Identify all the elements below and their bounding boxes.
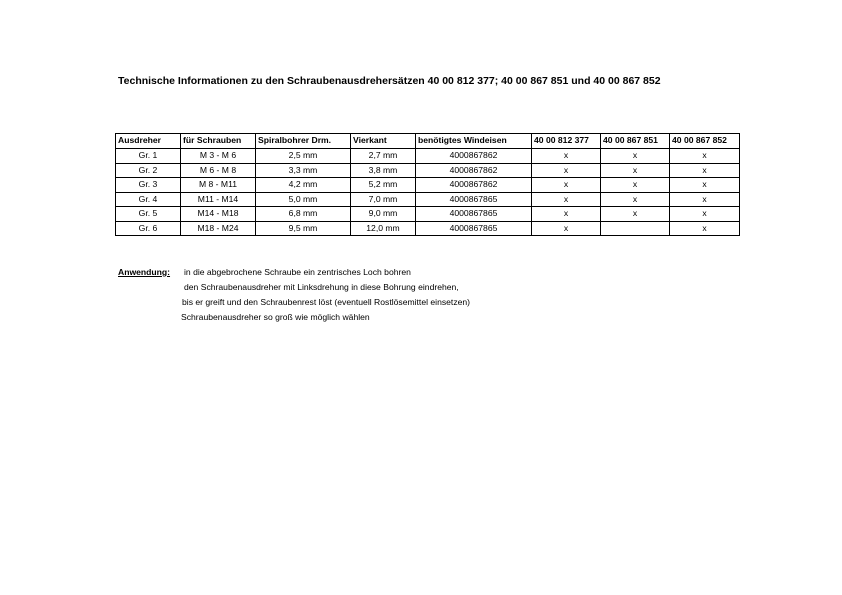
cell: Gr. 1	[116, 149, 181, 164]
cell: Gr. 2	[116, 163, 181, 178]
header-set-867851: 40 00 867 851	[601, 134, 670, 149]
cell: M 8 - M11	[181, 178, 256, 193]
cell: 4000867862	[416, 178, 532, 193]
page-title: Technische Informationen zu den Schraubenausdrehersätzen 40 00 812 377; 40 00 867 851 und 40 00 867 852	[118, 75, 661, 87]
cell: x	[670, 221, 740, 236]
table-row	[116, 221, 740, 236]
cell: x	[532, 178, 601, 193]
cell: 4000867865	[416, 207, 532, 222]
cell: x	[601, 192, 670, 207]
cell: Gr. 5	[116, 207, 181, 222]
cell: 4000867865	[416, 221, 532, 236]
cell: 12,0 mm	[351, 221, 416, 236]
cell: x	[601, 163, 670, 178]
usage-line: in die abgebrochene Schraube ein zentrisches Loch bohren	[184, 267, 411, 277]
cell: 4000867862	[416, 163, 532, 178]
cell: x	[670, 149, 740, 164]
cell: x	[670, 192, 740, 207]
header-schrauben: für Schrauben	[181, 134, 256, 149]
table-row	[116, 178, 740, 193]
usage-line: bis er greift und den Schraubenrest löst (eventuell Rostlösemittel einsetzen)	[182, 297, 471, 307]
cell: M14 - M18	[181, 207, 256, 222]
table-row	[116, 163, 740, 178]
cell: 5,2 mm	[351, 178, 416, 193]
spec-table	[115, 133, 740, 236]
usage-line: Schraubenausdreher so groß wie möglich wählen	[181, 312, 370, 322]
cell: 4,2 mm	[256, 178, 351, 193]
cell: x	[532, 163, 601, 178]
cell: x	[601, 178, 670, 193]
cell: 9,5 mm	[256, 221, 351, 236]
cell: 9,0 mm	[351, 207, 416, 222]
cell: x	[670, 207, 740, 222]
usage-line: den Schraubenausdreher mit Linksdrehung in diese Bohrung eindrehen,	[184, 282, 459, 292]
cell: x	[532, 192, 601, 207]
cell: 4000867865	[416, 192, 532, 207]
cell: 3,3 mm	[256, 163, 351, 178]
table-row	[116, 207, 740, 222]
cell: 7,0 mm	[351, 192, 416, 207]
cell: x	[532, 221, 601, 236]
header-set-812377: 40 00 812 377	[532, 134, 601, 149]
table-row	[116, 149, 740, 164]
header-set-867852: 40 00 867 852	[670, 134, 740, 149]
cell: x	[670, 178, 740, 193]
cell: 5,0 mm	[256, 192, 351, 207]
header-spiralbohrer: Spiralbohrer Drm.	[256, 134, 351, 149]
table-row	[116, 192, 740, 207]
cell: 4000867862	[416, 149, 532, 164]
cell: x	[532, 207, 601, 222]
cell: M11 - M14	[181, 192, 256, 207]
cell: Gr. 4	[116, 192, 181, 207]
cell: 2,7 mm	[351, 149, 416, 164]
cell: 3,8 mm	[351, 163, 416, 178]
cell: Gr. 6	[116, 221, 181, 236]
header-windeisen: benötigtes Windeisen	[416, 134, 532, 149]
cell: M 6 - M 8	[181, 163, 256, 178]
cell: x	[601, 149, 670, 164]
cell: M18 - M24	[181, 221, 256, 236]
header-ausdreher: Ausdreher	[116, 134, 181, 149]
cell: x	[532, 149, 601, 164]
cell	[601, 221, 670, 236]
cell: x	[601, 207, 670, 222]
header-vierkant: Vierkant	[351, 134, 416, 149]
cell: 6,8 mm	[256, 207, 351, 222]
usage-label: Anwendung:	[118, 267, 171, 277]
table-header-row	[116, 134, 740, 149]
cell: x	[670, 163, 740, 178]
cell: Gr. 3	[116, 178, 181, 193]
cell: M 3 - M 6	[181, 149, 256, 164]
cell: 2,5 mm	[256, 149, 351, 164]
